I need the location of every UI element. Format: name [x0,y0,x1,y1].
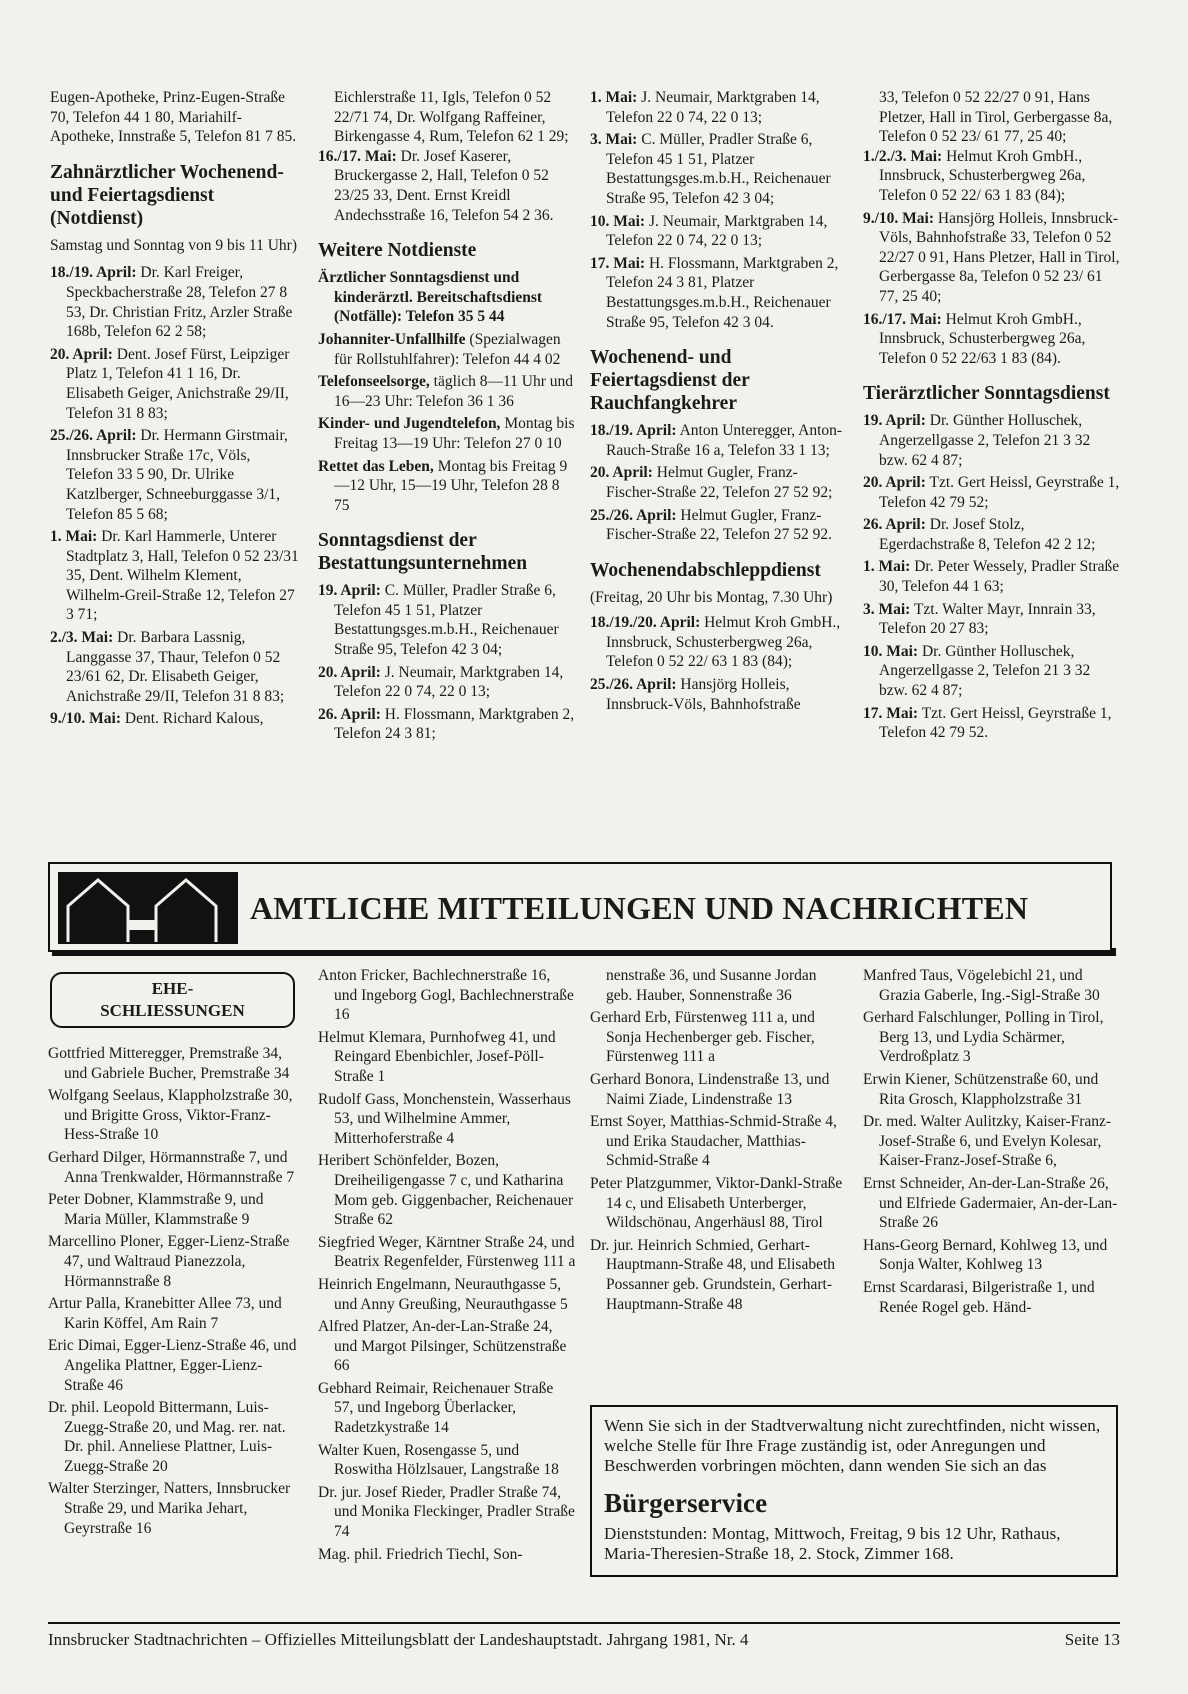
list-item: Gottfried Mitteregger, Premstraße 34, und Gabriele Bucher, Premstraße 34 [48,1045,290,1082]
list-item: Anton Fricker, Bachlechnerstraße 16, und Ingeborg Gogl, Bachlechnerstraße 16 [318,967,574,1024]
column-1 [50,88,300,732]
towing-service-heading: Wochenendabschleppdienst [590,559,821,581]
list-item: 26. April: Dr. Josef Stolz, Egerdachstraße 8, Telefon 42 2 12; [863,516,1096,553]
chimney-sweep-heading: Wochenend- und Feiertagsdienst der Rauchfangkehrer [590,347,750,415]
marriages-column-1 [48,1044,298,1541]
list-item: Hans-Georg Bernard, Kohlweg 13, und Sonja Walter, Kohlweg 13 [863,1236,1108,1274]
list-item: Heinrich Engelmann, Neurauthgasse 5, und Anny Greußing, Neurauthgasse 5 [318,1275,568,1313]
list-item: Siegfried Weger, Kärntner Straße 24, und Beatrix Regenfelder, Fürstenweg 111 a [318,1233,576,1271]
footer-divider [48,1622,1120,1624]
list-item: 20. April: Helmut Gugler, Franz-Fischer-Straße 22, Telefon 27 52 92; [590,464,833,501]
column-2 [318,88,576,747]
marriages-label-line1: EHE- [151,979,194,998]
list-item: 20. April: Tzt. Gert Heissl, Geyrstraße 1, Telefon 42 79 52; [863,474,1120,511]
list-item: 20. April: J. Neumair, Marktgraben 14, Telefon 22 0 74, 22 0 13; [318,663,564,701]
list-item: 18./19. April: Dr. Karl Freiger, Speckbacherstraße 28, Telefon 27 8 53, Dr. Christian Fritz, Arzler Straße 168b, Telefon 62 2 58; [50,264,293,341]
list-item: Gerhard Falschlunger, Polling in Tirol, Berg 13, und Lydia Schärmer, Verdroßplatz 3 [863,1009,1104,1066]
towing-hours: (Freitag, 20 Uhr bis Montag, 7.30 Uhr) [590,588,833,606]
marriages-column-3 [590,966,846,1317]
list-item: 10. Mai: J. Neumair, Marktgraben 14, Telefon 22 0 74, 22 0 13; [590,212,828,250]
list-item: Telefonseelsorge, täglich 8—11 Uhr und 16—23 Uhr: Telefon 36 1 36 [318,373,573,410]
list-item: Artur Palla, Kranebitter Allee 73, und Karin Köffel, Am Rain 7 [48,1295,282,1332]
city-emblem-icon [58,872,238,944]
list-item: 20. April: Dent. Josef Fürst, Leipziger Platz 1, Telefon 41 1 16, Dr. Elisabeth Geiger, Anichstraße 29/II, Telefon 31 8 83; [50,345,290,422]
section-banner [48,862,1112,952]
list-item: 25./26. April: Dr. Hermann Girstmair, Innsbrucker Straße 17c, Völs, Telefon 33 5 90, Dr. Ulrike Katzlberger, Schneeburggasse 3/1, Telefon 85 5 68; [50,427,288,523]
list-item: 9./10. Mai: Dent. Richard Kalous, [50,710,264,728]
list-item: 25./26. April: Hansjörg Holleis, Innsbruck-Völs, Bahnhofstraße [590,676,801,713]
other-services-heading: Weitere Notdienste [318,240,477,262]
list-item: Marcellino Ploner, Egger-Lienz-Straße 47, und Waltraud Pianezzola, Hörmannstraße 8 [48,1233,290,1290]
list-item: Ernst Schneider, An-der-Lan-Straße 26, und Elfriede Gadermaier, An-der-Lan-Straße 26 [863,1174,1118,1232]
banner-title: AMTLICHE MITTEILUNGEN UND NACHRICHTEN [250,890,1029,926]
marriages-label-line2: SCHLIESSUNGEN [100,1001,245,1020]
list-item: Rettet das Leben, Montag bis Freitag 9—12 Uhr, 15—19 Uhr, Telefon 28 8 75 [318,457,568,514]
dental-service-heading: Zahnärztlicher Wochenend- und Feiertagsdienst (Notdienst) [50,161,284,229]
continued-text: Eichlerstraße 11, Igls, Telefon 0 52 22/71 74, Dr. Wolfgang Raffeiner, Birkengasse 4, Rum, Telefon 62 1 29; [334,89,569,146]
list-item: Mag. phil. Friedrich Tiechl, Son- [318,1545,523,1563]
list-item: Gerhard Bonora, Lindenstraße 13, und Naimi Ziade, Lindenstraße 13 [590,1070,830,1108]
list-item: Gerhard Dilger, Hörmannstraße 7, und Anna Trenkwalder, Hörmannstraße 7 [48,1148,295,1186]
page-number: Seite 13 [1064,1630,1120,1649]
vet-service-heading: Tierärztlicher Sonntagsdienst [863,383,1110,405]
list-item: Walter Kuen, Rosengasse 5, und Roswitha Hölzlsauer, Langstraße 18 [318,1441,559,1479]
marriages-column-4 [863,966,1121,1320]
list-item: Erwin Kiener, Schützenstraße 60, und Rita Grosch, Klappholzstraße 31 [863,1070,1099,1108]
list-item: Gebhard Reimair, Reichenauer Straße 57, und Ingeborg Überlacker, Radetzkystraße 14 [318,1379,554,1437]
list-item: 26. April: H. Flossmann, Marktgraben 2, Telefon 24 3 81; [318,705,575,743]
list-item: 1. Mai: Dr. Peter Wessely, Pradler Straße 30, Telefon 44 1 63; [863,558,1120,596]
list-item: 18./19. April: Anton Unteregger, Anton-Rauch-Straße 16 a, Telefon 33 1 13; [590,422,843,459]
list-item: Johanniter-Unfallhilfe (Spezialwagen für Rollstuhlfahrer): Telefon 44 4 02 [318,330,561,368]
list-item: Dr. jur. Heinrich Schmied, Gerhart-Hauptmann-Straße 48, und Elisabeth Possanner geb. Grundstein, Gerhart-Hauptmann-Straße 48 [590,1236,836,1313]
list-item: Wolfgang Seelaus, Klappholzstraße 30, und Brigitte Gross, Viktor-Franz-Hess-Straße 10 [48,1087,293,1144]
list-item: 2./3. Mai: Dr. Barbara Lassnig, Langgasse 37, Thaur, Telefon 0 52 23/61 62, Dr. Elisabeth Geiger, Anichstraße 29/II, Telefon 31 8 83; [50,629,285,705]
publication-line: Innsbrucker Stadtnachrichten – Offizielles Mitteilungsblatt der Landeshauptstadt. Jahrgang 1981, Nr. 4 [48,1630,749,1649]
list-item: Dr. med. Walter Aulitzky, Kaiser-Franz-Josef-Straße 6, und Evelyn Kolesar, Kaiser-Franz-Josef-Straße 6, [863,1113,1112,1170]
list-item: 10. Mai: Dr. Günther Holluschek, Angerzellgasse 2, Telefon 21 3 32 bzw. 62 4 87; [863,642,1091,700]
list-item: Gerhard Erb, Fürstenweg 111 a, und Sonja Hechenberger geb. Fischer, Fürstenweg 111 a [590,1009,815,1066]
list-item: Alfred Platzer, An-der-Lan-Straße 24, und Margot Pilsinger, Schützenstraße 66 [318,1318,567,1375]
list-item: nenstraße 36, und Susanne Jordan geb. Hauber, Sonnenstraße 36 [606,967,817,1004]
list-item: Ernst Soyer, Matthias-Schmid-Straße 4, und Erika Staudacher, Matthias-Schmid-Straße 4 [590,1113,837,1170]
citizen-service-title: Bürgerservice [604,1488,768,1518]
citizen-service-box [590,1405,1118,1577]
list-item: Dr. jur. Josef Rieder, Pradler Straße 74, und Monika Fleckinger, Pradler Straße 74 [318,1483,575,1541]
list-item: Helmut Klemara, Purnhofweg 41, und Reingard Ebenbichler, Josef-Pöll-Straße 1 [318,1028,556,1085]
list-item: Dr. phil. Leopold Bittermann, Luis-Zuegg-Straße 20, und Mag. rer. nat. Dr. phil. Anneliese Plattner, Luis-Zuegg-Straße 20 [48,1399,286,1475]
list-item: 17. Mai: H. Flossmann, Marktgraben 2, Telefon 24 3 81, Platzer Bestattungsges.m.b.H., Reichenauer Straße 95, Telefon 42 3 04. [590,254,839,331]
list-item: Ernst Scardarasi, Bilgeristraße 1, und Renée Rogel geb. Händ- [863,1278,1095,1316]
marriages-label [50,972,295,1028]
list-item: 16./17. Mai: Helmut Kroh GmbH., Innsbruck, Schusterbergweg 26a, Telefon 0 52 22/63 1 83 (84). [863,310,1086,367]
column-4 [863,88,1121,746]
list-item: Peter Dobner, Klammstraße 9, und Maria Müller, Klammstraße 9 [48,1191,264,1228]
list-item: 18./19./20. April: Helmut Kroh GmbH., Innsbruck, Schusterbergweg 26a, Telefon 0 52 22/ 63 1 83 (84); [590,614,841,671]
marriages-column-2 [318,966,576,1567]
list-item: 3. Mai: C. Müller, Pradler Straße 6, Telefon 45 1 51, Platzer Bestattungsges.m.b.H., Reichenauer Straße 95, Telefon 42 3 04; [590,131,831,207]
citizen-service-hours: Dienststunden: Montag, Mittwoch, Freitag, 9 bis 12 Uhr, Rathaus, Maria-Theresien-Straße 18, 2. Stock, Zimmer 168. [604,1524,1061,1563]
list-item: 9./10. Mai: Hansjörg Holleis, Innsbruck-Völs, Bahnhofstraße 33, Telefon 0 52 22/27 0 91, Hans Pletzer, Hall in Tirol, Gerbergasse 8a, Telefon 0 52 23/ 61 77, 25 40; [863,209,1120,305]
list-item: Peter Platzgummer, Viktor-Dankl-Straße 14 c, und Elisabeth Unterberger, Wildschönau, Angerhäusl 88, Tirol [590,1174,843,1232]
list-item: Heribert Schönfelder, Bozen, Dreiheiligengasse 7 c, und Katharina Mom geb. Giggenbacher, Reichenauer Straße 62 [318,1152,574,1229]
list-item: Manfred Taus, Vögelebichl 21, und Grazia Gaberle, Ing.-Sigl-Straße 30 [863,967,1100,1004]
list-item: Ärztlicher Sonntagsdienst und kinderärztl. Bereitschaftsdienst (Notfälle): Telefon 35 5 44 [318,269,543,326]
list-item: Walter Sterzinger, Natters, Innsbrucker Straße 29, und Marika Jehart, Geyrstraße 16 [48,1480,291,1537]
list-item: 19. April: C. Müller, Pradler Straße 6, Telefon 45 1 51, Platzer Bestattungsges.m.b.H., Reichenauer Straße 95, Telefon 42 3 04; [318,582,559,659]
continued-text: 33, Telefon 0 52 22/27 0 91, Hans Pletzer, Hall in Tirol, Gerbergasse 8a, Telefon 0 52 23/ 61 77, 25 40; [879,89,1113,146]
list-item: Kinder- und Jugendtelefon, Montag bis Freitag 13—19 Uhr: Telefon 27 0 10 [318,415,575,452]
list-item: Eric Dimai, Egger-Lienz-Straße 46, und Angelika Plattner, Egger-Lienz-Straße 46 [48,1337,297,1394]
column-3 [590,88,846,717]
list-item: 19. April: Dr. Günther Holluschek, Angerzellgasse 2, Telefon 21 3 32 bzw. 62 4 87; [863,412,1091,469]
list-item: 1. Mai: Dr. Karl Hammerle, Unterer Stadtplatz 3, Hall, Telefon 0 52 23/31 35, Dent. Wilhelm Klement, Wilhelm-Greil-Straße 12, Telefon 27 3 71; [50,528,299,624]
dental-hours: Samstag und Sonntag von 9 bis 11 Uhr) [50,236,297,254]
list-item: 3. Mai: Tzt. Walter Mayr, Innrain 33, Telefon 20 27 83; [863,600,1096,638]
list-item: 1. Mai: J. Neumair, Marktgraben 14, Telefon 22 0 74, 22 0 13; [590,89,820,126]
funeral-service-heading: Sonntagsdienst der Bestattungsunternehmen [318,530,528,575]
list-item: 1./2./3. Mai: Helmut Kroh GmbH., Innsbruck, Schusterbergweg 26a, Telefon 0 52 22/ 63 1 83 (84); [863,147,1086,204]
list-item: Rudolf Gass, Monchenstein, Wasserhaus 53, und Wilhelmine Ammer, Mitterhoferstraße 4 [318,1090,571,1147]
list-item: 16./17. Mai: Dr. Josef Kaserer, Bruckergasse 2, Hall, Telefon 0 52 23/25 33, Dent. Ernst Kreidl Andechsstraße 16, Telefon 54 2 36. [318,147,554,224]
list-item: 17. Mai: Tzt. Gert Heissl, Geyrstraße 1, Telefon 42 79 52. [863,704,1112,742]
citizen-service-intro: Wenn Sie sich in der Stadtverwaltung nicht zurechtfinden, nicht wissen, welche Stelle für Ihre Frage zuständig ist, oder Anregungen und Beschwerden vorbringen möchten, dann wenden Sie sich an das [604,1416,1101,1475]
list-item: 25./26. April: Helmut Gugler, Franz-Fischer-Straße 22, Telefon 27 52 92. [590,506,833,544]
pharmacy-text: Eugen-Apotheke, Prinz-Eugen-Straße 70, Telefon 44 1 80, Mariahilf-Apotheke, Innstraße 5, Telefon 81 7 85. [50,89,297,146]
